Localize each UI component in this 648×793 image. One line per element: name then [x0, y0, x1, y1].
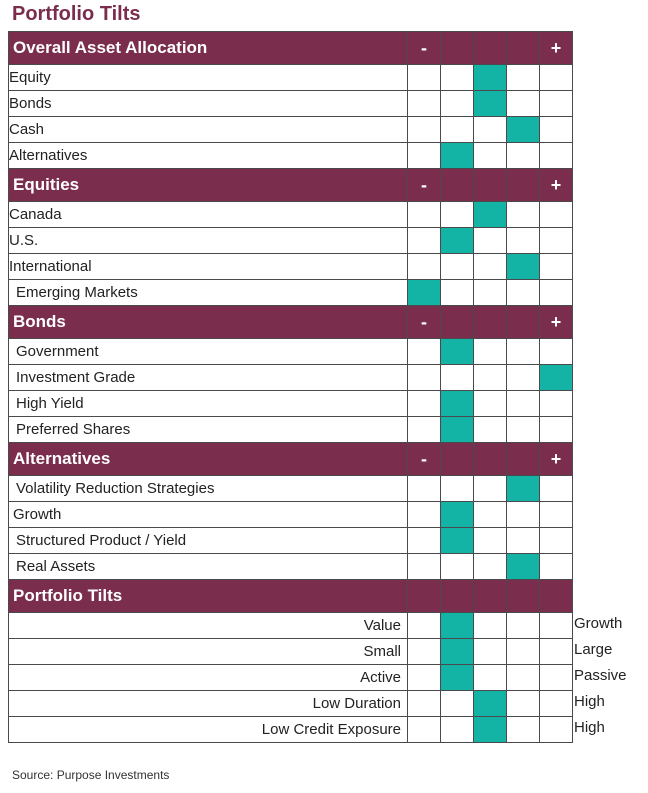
table-row	[9, 91, 573, 117]
table-row	[9, 665, 573, 691]
section-title: Bonds	[9, 306, 408, 339]
rating-cell-selected	[441, 228, 474, 254]
rating-cell	[507, 339, 540, 365]
section-header	[9, 32, 573, 65]
table-row	[9, 691, 573, 717]
rating-cell	[474, 254, 507, 280]
rating-cell-selected	[441, 528, 474, 554]
rating-cell-selected	[441, 613, 474, 639]
rating-cell-selected	[441, 417, 474, 443]
page-title: Portfolio Tilts	[12, 3, 141, 25]
table-row	[9, 202, 573, 228]
rating-cell	[408, 502, 441, 528]
source-note: Source: Purpose Investments	[12, 768, 170, 782]
section-title: Overall Asset Allocation	[9, 32, 408, 65]
rating-cell	[507, 502, 540, 528]
rating-cell	[474, 117, 507, 143]
right-label: Large	[574, 641, 613, 658]
row-label: Cash	[9, 117, 408, 143]
plus-symbol	[540, 580, 573, 613]
rating-cell	[540, 280, 573, 306]
header-cell	[507, 169, 540, 202]
rating-cell	[507, 143, 540, 169]
rating-cell	[408, 91, 441, 117]
rating-cell	[540, 143, 573, 169]
header-cell	[474, 32, 507, 65]
section-header	[9, 443, 573, 476]
rating-cell	[441, 476, 474, 502]
table-row	[9, 417, 573, 443]
section-title: Portfolio Tilts	[9, 580, 408, 613]
rating-cell	[441, 65, 474, 91]
section-title: Equities	[9, 169, 408, 202]
rating-cell	[507, 665, 540, 691]
plus-symbol: +	[540, 32, 573, 65]
header-cell	[441, 580, 474, 613]
rating-cell	[507, 528, 540, 554]
rating-cell	[540, 417, 573, 443]
table-row	[9, 228, 573, 254]
header-cell	[507, 443, 540, 476]
rating-cell	[507, 417, 540, 443]
plus-symbol: +	[540, 169, 573, 202]
rating-cell	[408, 476, 441, 502]
table-row	[9, 280, 573, 306]
plus-symbol: +	[540, 443, 573, 476]
rating-cell-selected	[507, 476, 540, 502]
rating-cell	[441, 691, 474, 717]
section-header	[9, 580, 573, 613]
right-label: High	[574, 719, 605, 736]
rating-cell	[408, 528, 441, 554]
rating-cell	[408, 254, 441, 280]
rating-cell	[408, 717, 441, 743]
rating-cell	[408, 391, 441, 417]
rating-cell	[540, 391, 573, 417]
row-label: International	[9, 254, 408, 280]
row-label: Low Duration	[9, 691, 408, 717]
rating-cell	[540, 65, 573, 91]
rating-cell	[474, 502, 507, 528]
rating-cell-selected	[474, 65, 507, 91]
row-label: Low Credit Exposure	[9, 717, 408, 743]
table-row	[9, 528, 573, 554]
rating-cell-selected	[441, 665, 474, 691]
rating-cell	[408, 417, 441, 443]
rating-cell	[507, 391, 540, 417]
rating-cell-selected	[474, 717, 507, 743]
table-row	[9, 391, 573, 417]
rating-cell-selected	[474, 91, 507, 117]
header-cell	[474, 169, 507, 202]
rating-cell	[474, 613, 507, 639]
rating-cell	[474, 391, 507, 417]
rating-cell-selected	[441, 639, 474, 665]
rating-cell	[507, 202, 540, 228]
table-row	[9, 613, 573, 639]
rating-cell	[474, 365, 507, 391]
row-label: Preferred Shares	[9, 417, 408, 443]
row-label: Alternatives	[9, 143, 408, 169]
rating-cell	[540, 117, 573, 143]
header-cell	[441, 169, 474, 202]
row-label: U.S.	[9, 228, 408, 254]
table-row	[9, 117, 573, 143]
rating-cell	[507, 280, 540, 306]
row-label: Real Assets	[9, 554, 408, 580]
rating-cell	[507, 639, 540, 665]
rating-cell	[474, 554, 507, 580]
table-row	[9, 365, 573, 391]
rating-cell	[507, 65, 540, 91]
row-label: High Yield	[9, 391, 408, 417]
row-label: Value	[9, 613, 408, 639]
rating-cell	[540, 639, 573, 665]
rating-cell	[441, 202, 474, 228]
right-label: Growth	[574, 615, 623, 632]
row-label: Small	[9, 639, 408, 665]
rating-cell	[408, 228, 441, 254]
rating-cell	[507, 365, 540, 391]
rating-cell	[540, 554, 573, 580]
rating-cell	[540, 91, 573, 117]
rating-cell	[540, 717, 573, 743]
rating-cell	[408, 665, 441, 691]
rating-cell	[540, 339, 573, 365]
rating-cell-selected	[507, 554, 540, 580]
rating-cell	[507, 691, 540, 717]
rating-cell	[441, 254, 474, 280]
header-cell	[507, 32, 540, 65]
row-label: Government	[9, 339, 408, 365]
rating-cell	[408, 691, 441, 717]
rating-cell	[540, 613, 573, 639]
minus-symbol: -	[408, 32, 441, 65]
table-row	[9, 502, 573, 528]
minus-symbol: -	[408, 306, 441, 339]
plus-symbol: +	[540, 306, 573, 339]
rating-cell-selected	[507, 117, 540, 143]
rating-cell	[540, 502, 573, 528]
table-row	[9, 339, 573, 365]
rating-cell	[474, 528, 507, 554]
right-label: High	[574, 693, 605, 710]
rating-cell	[540, 476, 573, 502]
rating-cell	[441, 280, 474, 306]
rating-cell-selected	[474, 691, 507, 717]
rating-cell	[441, 117, 474, 143]
rating-cell-selected	[441, 391, 474, 417]
row-label: Active	[9, 665, 408, 691]
tilts-table	[8, 31, 573, 743]
rating-cell-selected	[507, 254, 540, 280]
rating-cell	[474, 143, 507, 169]
rating-cell	[408, 65, 441, 91]
rating-cell	[540, 665, 573, 691]
rating-cell-selected	[540, 365, 573, 391]
header-cell	[474, 443, 507, 476]
rating-cell-selected	[441, 143, 474, 169]
rating-cell	[408, 143, 441, 169]
rating-cell	[540, 228, 573, 254]
right-label: Passive	[574, 667, 627, 684]
rating-cell-selected	[408, 280, 441, 306]
table-row	[9, 717, 573, 743]
row-label: Bonds	[9, 91, 408, 117]
rating-cell	[474, 339, 507, 365]
rating-cell	[408, 339, 441, 365]
rating-cell	[441, 554, 474, 580]
rating-cell	[507, 91, 540, 117]
row-label: Growth	[9, 502, 408, 528]
rating-cell	[474, 639, 507, 665]
rating-cell	[474, 417, 507, 443]
rating-cell	[441, 365, 474, 391]
row-label: Structured Product / Yield	[9, 528, 408, 554]
table-row	[9, 554, 573, 580]
header-cell	[441, 32, 474, 65]
rating-cell	[507, 228, 540, 254]
rating-cell	[540, 691, 573, 717]
minus-symbol: -	[408, 169, 441, 202]
rating-cell-selected	[474, 202, 507, 228]
row-label: Canada	[9, 202, 408, 228]
rating-cell	[408, 202, 441, 228]
rating-cell-selected	[441, 339, 474, 365]
rating-cell	[507, 717, 540, 743]
row-label: Volatility Reduction Strategies	[9, 476, 408, 502]
section-header	[9, 306, 573, 339]
rating-cell	[408, 117, 441, 143]
section-header	[9, 169, 573, 202]
rating-cell	[474, 280, 507, 306]
row-label: Equity	[9, 65, 408, 91]
minus-symbol: -	[408, 443, 441, 476]
minus-symbol	[408, 580, 441, 613]
rating-cell	[408, 365, 441, 391]
rating-cell	[408, 639, 441, 665]
table-row	[9, 476, 573, 502]
table-row	[9, 639, 573, 665]
table-row	[9, 143, 573, 169]
table-row	[9, 254, 573, 280]
rating-cell	[540, 202, 573, 228]
rating-cell	[474, 665, 507, 691]
rating-cell	[408, 554, 441, 580]
rating-cell	[408, 613, 441, 639]
rating-cell	[441, 91, 474, 117]
header-cell	[507, 306, 540, 339]
rating-cell	[540, 528, 573, 554]
rating-cell	[540, 254, 573, 280]
header-cell	[441, 443, 474, 476]
rating-cell	[474, 228, 507, 254]
table-row	[9, 65, 573, 91]
header-cell	[441, 306, 474, 339]
rating-cell-selected	[441, 502, 474, 528]
section-title: Alternatives	[9, 443, 408, 476]
row-label: Investment Grade	[9, 365, 408, 391]
rating-cell	[474, 476, 507, 502]
header-cell	[474, 580, 507, 613]
header-cell	[507, 580, 540, 613]
rating-cell	[441, 717, 474, 743]
header-cell	[474, 306, 507, 339]
rating-cell	[507, 613, 540, 639]
row-label: Emerging Markets	[9, 280, 408, 306]
